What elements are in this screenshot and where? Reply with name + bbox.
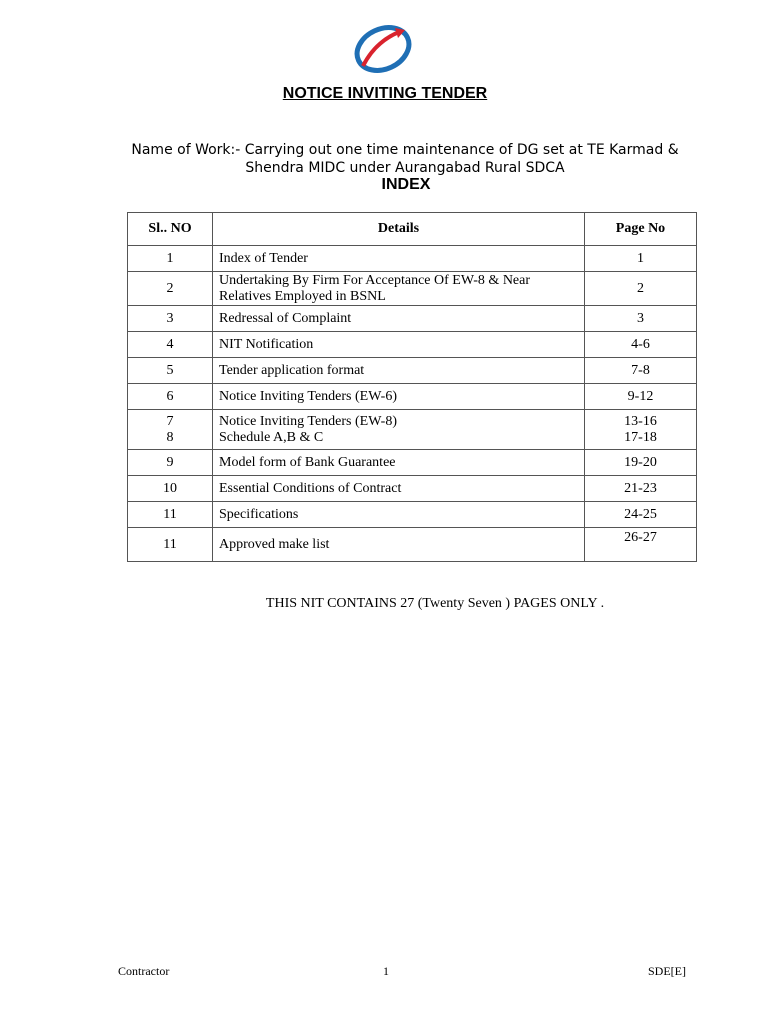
work-line-1: Name of Work:- Carrying out one time maintenance of DG set at TE Karmad & bbox=[131, 142, 679, 158]
row-details-8: Schedule A,B & C bbox=[219, 429, 324, 445]
row-page bbox=[585, 410, 697, 450]
row-details: Notice Inviting Tenders (EW-6) bbox=[213, 384, 585, 410]
table-row bbox=[128, 272, 697, 306]
table-row bbox=[128, 358, 697, 384]
row-page: 1 bbox=[585, 246, 697, 272]
footer-page-number: 1 bbox=[383, 964, 389, 978]
footer-contractor: Contractor bbox=[118, 964, 170, 978]
row-sl-7: 7 bbox=[166, 413, 174, 429]
row-details: Model form of Bank Guarantee bbox=[213, 450, 585, 476]
row-page: 4-6 bbox=[585, 332, 697, 358]
row-details: NIT Notification bbox=[213, 332, 585, 358]
row-details-7: Notice Inviting Tenders (EW-8) bbox=[219, 413, 397, 429]
row-details: Essential Conditions of Contract bbox=[213, 476, 585, 502]
row-page: 2 bbox=[585, 272, 697, 306]
row-details: Approved make list bbox=[213, 528, 585, 562]
header-page-no: Page No bbox=[585, 213, 697, 246]
table-row bbox=[128, 450, 697, 476]
header-sl-no: Sl.. NO bbox=[128, 213, 213, 246]
row-sl: 4 bbox=[128, 332, 213, 358]
row-sl: 6 bbox=[128, 384, 213, 410]
row-sl: 9 bbox=[128, 450, 213, 476]
table-row bbox=[128, 502, 697, 528]
page-title: NOTICE INVITING TENDER bbox=[282, 85, 488, 102]
table-row bbox=[128, 306, 697, 332]
row-details: Tender application format bbox=[213, 358, 585, 384]
table-row bbox=[128, 528, 697, 562]
row-page: 3 bbox=[585, 306, 697, 332]
row-page: 24-25 bbox=[585, 502, 697, 528]
row-sl bbox=[128, 410, 213, 450]
table-row bbox=[128, 476, 697, 502]
header-details: Details bbox=[213, 213, 585, 246]
row-page: 19-20 bbox=[585, 450, 697, 476]
row-sl: 3 bbox=[128, 306, 213, 332]
row-details: Redressal of Complaint bbox=[213, 306, 585, 332]
table-header-row bbox=[128, 213, 697, 246]
row-sl: 11 bbox=[128, 528, 213, 562]
row-details bbox=[213, 410, 585, 450]
row-page: 9-12 bbox=[585, 384, 697, 410]
row-sl: 1 bbox=[128, 246, 213, 272]
row-page: 21-23 bbox=[585, 476, 697, 502]
bsnl-logo-icon bbox=[351, 24, 415, 74]
table-row bbox=[128, 384, 697, 410]
row-page-7: 13-16 bbox=[624, 413, 657, 429]
row-sl: 5 bbox=[128, 358, 213, 384]
row-sl: 11 bbox=[128, 502, 213, 528]
table-row bbox=[128, 332, 697, 358]
index-table bbox=[127, 212, 697, 562]
row-sl-8: 8 bbox=[166, 429, 174, 445]
row-details: Undertaking By Firm For Acceptance Of EW-8 & Near Relatives Employed in BSNL bbox=[213, 272, 585, 306]
row-details: Specifications bbox=[213, 502, 585, 528]
table-row bbox=[128, 246, 697, 272]
row-details: Index of Tender bbox=[213, 246, 585, 272]
row-page: 7-8 bbox=[585, 358, 697, 384]
index-heading: INDEX bbox=[381, 176, 431, 193]
work-description bbox=[80, 141, 730, 177]
page-count-note: THIS NIT CONTAINS 27 (Twenty Seven ) PAGES ONLY . bbox=[265, 596, 605, 611]
row-sl: 2 bbox=[128, 272, 213, 306]
row-sl: 10 bbox=[128, 476, 213, 502]
footer-sde: SDE[E] bbox=[648, 964, 686, 978]
work-line-2: Shendra MIDC under Aurangabad Rural SDCA bbox=[245, 160, 565, 176]
table-row bbox=[128, 410, 697, 450]
row-page-8: 17-18 bbox=[624, 429, 657, 445]
row-page: 26-27 bbox=[585, 528, 697, 562]
